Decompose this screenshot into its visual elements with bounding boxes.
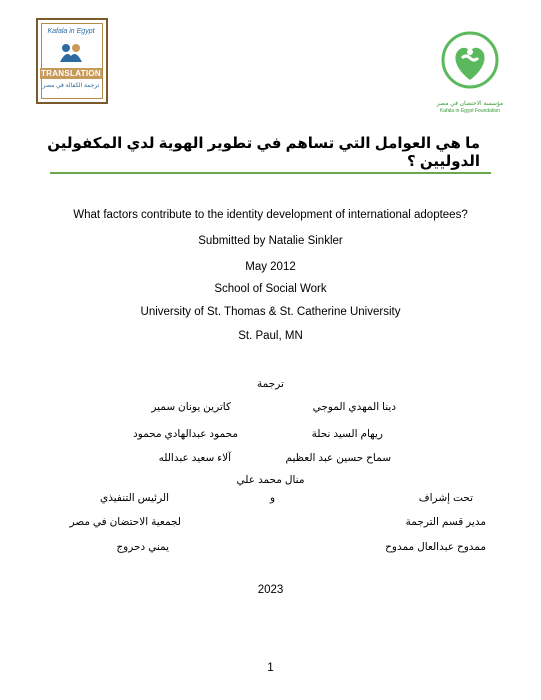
executive-director: الرئيس التنفيذي (100, 492, 169, 504)
year: 2023 (257, 584, 284, 596)
university: University of St. Thomas & St. Catherine University (140, 306, 401, 318)
school: School of Social Work (214, 283, 327, 295)
under-supervision: تحت إشراف (418, 492, 473, 504)
foundation-logo (436, 28, 504, 116)
logo-band: TRANSLATION (40, 69, 102, 78)
family-symbol-icon (56, 42, 86, 64)
and-word: و (270, 492, 276, 504)
association: لجمعية الاحتضان في مصر (69, 516, 181, 528)
translation-logo (36, 18, 108, 104)
heart-hands-icon (440, 28, 500, 98)
arabic-title: ما هي العوامل التي تساهم في تطوير الهوية لدي المكفولين الدوليين ؟ (47, 135, 480, 170)
translation-heading: ترجمة (257, 378, 284, 390)
director-name: يمني دحروج (116, 541, 169, 553)
translator-name: سماح حسين عبد العظيم (285, 452, 391, 464)
page-number: 1 (267, 660, 274, 674)
translator-name: آلاء سعيد عبدالله (158, 452, 231, 464)
submitted-by: Submitted by Natalie Sinkler (198, 235, 343, 247)
foundation-caption-ar: مؤسسة الاحتضان في مصر (436, 101, 504, 107)
translator-name: منال محمد علي (236, 474, 305, 486)
head-name: ممدوح عبدالعال ممدوح (385, 541, 486, 553)
title-divider (50, 172, 491, 174)
translator-name: ريهام السيد نحلة (311, 428, 383, 440)
translation-head-title: مدير قسم الترجمة (405, 516, 486, 528)
location: St. Paul, MN (238, 330, 303, 342)
logo-sub-text: ترجمة الكفالة في مصر (42, 83, 100, 89)
translator-name: دينا المهدي الموجي (312, 401, 396, 413)
translator-name: كاترين يونان سمير (151, 401, 231, 413)
translator-name: محمود عبدالهادي محمود (133, 428, 238, 440)
english-title: What factors contribute to the identity development of international adoptees? (73, 209, 468, 221)
logo-arc-text: Kafala in Egypt (47, 28, 95, 35)
foundation-caption-en: Kafala in Egypt Foundation (439, 108, 501, 114)
date: May 2012 (245, 261, 296, 273)
